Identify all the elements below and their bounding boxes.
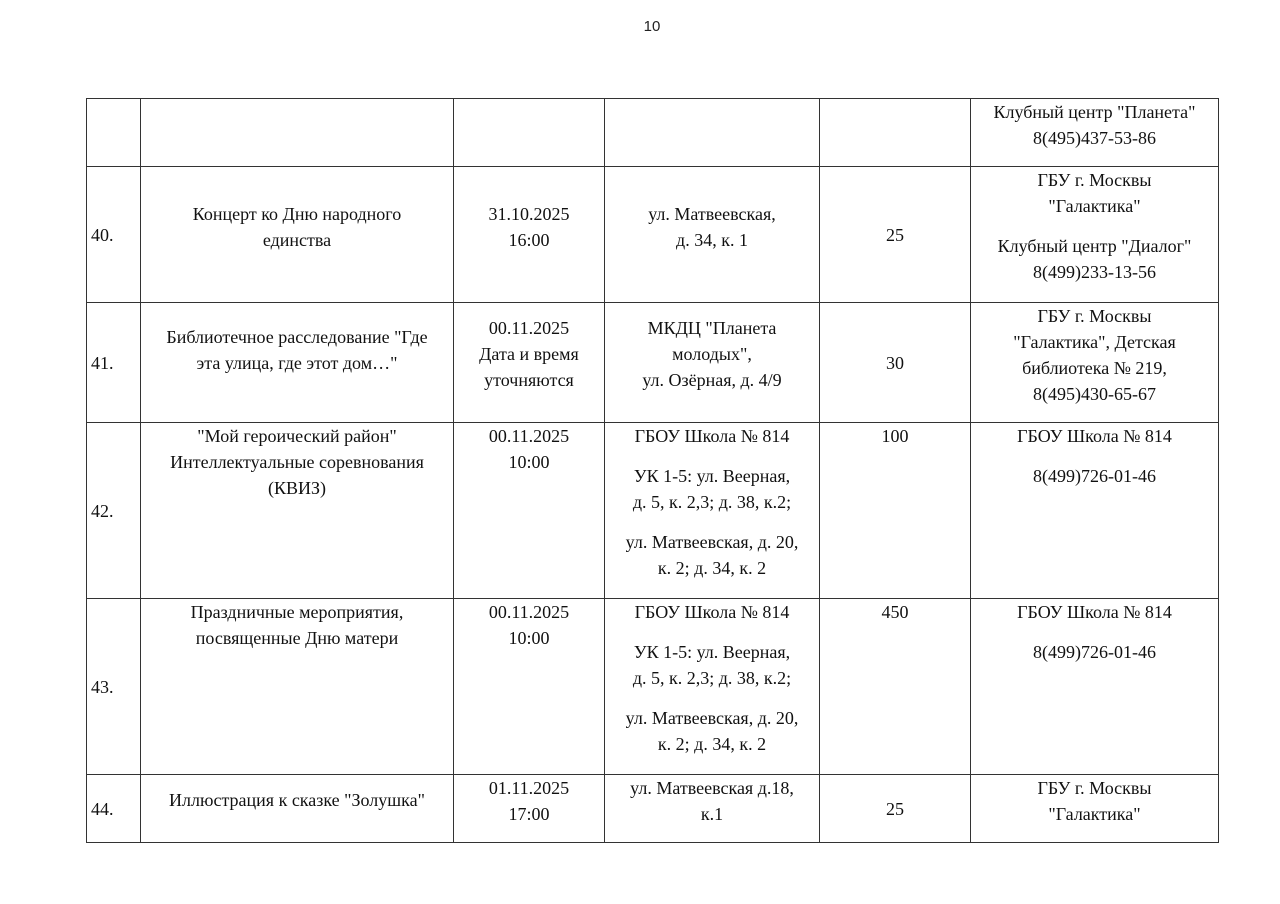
venue-line: ГБОУ Школа № 814 — [634, 602, 790, 622]
event-venue — [605, 303, 820, 423]
event-organizer — [971, 303, 1219, 423]
event-title — [141, 303, 454, 423]
venue-line: ГБОУ Школа № 814 — [634, 426, 790, 446]
row-number — [87, 99, 141, 167]
table-row — [87, 599, 1219, 775]
organizer-line: 8(499)726-01-46 — [1033, 642, 1156, 662]
organizer-line: ГБУ г. Москвы — [1037, 170, 1152, 190]
table-row — [87, 423, 1219, 599]
title-line: Библиотечное расследование "Где — [166, 327, 428, 347]
participant-count: 100 — [820, 423, 971, 599]
venue-line: ул. Матвеевская, — [648, 204, 776, 224]
event-title — [141, 423, 454, 599]
table-row — [87, 303, 1219, 423]
event-organizer — [971, 775, 1219, 843]
date-text: 01.11.2025 — [488, 778, 570, 798]
organizer-line: Клубный центр "Диалог" — [997, 236, 1192, 256]
title-line: посвященные Дню матери — [195, 628, 399, 648]
event-venue — [605, 167, 820, 303]
venue-line: к.1 — [700, 804, 724, 824]
event-organizer — [971, 99, 1219, 167]
organizer-line: 8(495)430-65-67 — [1033, 384, 1156, 404]
organizer-line: "Галактика", Детская — [1013, 332, 1176, 352]
venue-line: д. 5, к. 2,3; д. 38, к.2; — [632, 668, 792, 688]
title-line: Интеллектуальные соревнования — [170, 452, 424, 472]
event-datetime — [454, 599, 605, 775]
event-datetime — [454, 775, 605, 843]
organizer-line: ГБОУ Школа № 814 — [1017, 602, 1172, 622]
venue-line: молодых", — [672, 344, 752, 364]
venue-line: УК 1-5: ул. Веерная, — [633, 642, 791, 662]
organizer-line: ГБУ г. Москвы — [1037, 778, 1152, 798]
venue-line: УК 1-5: ул. Веерная, — [633, 466, 791, 486]
event-title — [141, 775, 454, 843]
row-number: 41. — [87, 303, 141, 423]
event-venue — [605, 775, 820, 843]
event-venue — [605, 99, 820, 167]
organizer-line: Клубный центр "Планета" — [993, 102, 1196, 122]
event-venue — [605, 423, 820, 599]
time-text: Дата и время — [479, 344, 579, 364]
participant-count: 30 — [820, 303, 971, 423]
organizer-line: ГБОУ Школа № 814 — [1017, 426, 1172, 446]
event-title — [141, 599, 454, 775]
participant-count: 25 — [820, 775, 971, 843]
event-organizer — [971, 599, 1219, 775]
table-row — [87, 167, 1219, 303]
venue-line: к. 2; д. 34, к. 2 — [657, 734, 767, 754]
venue-line: ул. Матвеевская д.18, — [630, 778, 794, 798]
organizer-line: 8(495)437-53-86 — [1033, 128, 1156, 148]
venue-line: МКДЦ "Планета — [647, 318, 777, 338]
time-text: 10:00 — [508, 628, 550, 648]
venue-line: д. 5, к. 2,3; д. 38, к.2; — [632, 492, 792, 512]
title-line: единства — [262, 230, 332, 250]
date-text: 31.10.2025 — [488, 204, 570, 224]
venue-line: ул. Матвеевская, д. 20, — [625, 708, 799, 728]
venue-line: ул. Матвеевская, д. 20, — [625, 532, 799, 552]
row-number: 44. — [87, 775, 141, 843]
venue-line: к. 2; д. 34, к. 2 — [657, 558, 767, 578]
event-title — [141, 99, 454, 167]
title-line: (КВИЗ) — [267, 478, 327, 498]
row-number: 42. — [87, 423, 141, 599]
row-number: 40. — [87, 167, 141, 303]
event-datetime — [454, 423, 605, 599]
organizer-line: библиотека № 219, — [1022, 358, 1167, 378]
date-text: 00.11.2025 — [488, 318, 570, 338]
event-title — [141, 167, 454, 303]
event-datetime — [454, 167, 605, 303]
table-row — [87, 775, 1219, 843]
title-line: Концерт ко Дню народного — [192, 204, 402, 224]
time-text: 10:00 — [508, 452, 550, 472]
event-organizer — [971, 423, 1219, 599]
organizer-line: "Галактика" — [1048, 804, 1141, 824]
page-number: 10 — [643, 18, 661, 35]
row-number: 43. — [87, 599, 141, 775]
time-text: 17:00 — [508, 804, 550, 824]
events-table — [86, 98, 1219, 843]
venue-line: ул. Озёрная, д. 4/9 — [642, 370, 782, 390]
organizer-line: 8(499)726-01-46 — [1033, 466, 1156, 486]
event-datetime — [454, 99, 605, 167]
organizer-line: 8(499)233-13-56 — [1033, 262, 1156, 282]
table-row — [87, 99, 1219, 167]
title-line: "Мой героический район" — [197, 426, 397, 446]
time-text: 16:00 — [508, 230, 550, 250]
participant-count: 450 — [820, 599, 971, 775]
title-line: Праздничные мероприятия, — [190, 602, 404, 622]
title-line: Иллюстрация к сказке "Золушка" — [169, 790, 425, 810]
event-organizer — [971, 167, 1219, 303]
event-datetime — [454, 303, 605, 423]
participant-count: 25 — [820, 167, 971, 303]
event-venue — [605, 599, 820, 775]
participant-count — [820, 99, 971, 167]
venue-line: д. 34, к. 1 — [676, 230, 748, 250]
time-text: уточняются — [484, 370, 574, 390]
date-text: 00.11.2025 — [488, 602, 570, 622]
organizer-line: "Галактика" — [1048, 196, 1141, 216]
title-line: эта улица, где этот дом…" — [196, 353, 398, 373]
organizer-line: ГБУ г. Москвы — [1037, 306, 1152, 326]
date-text: 00.11.2025 — [488, 426, 570, 446]
